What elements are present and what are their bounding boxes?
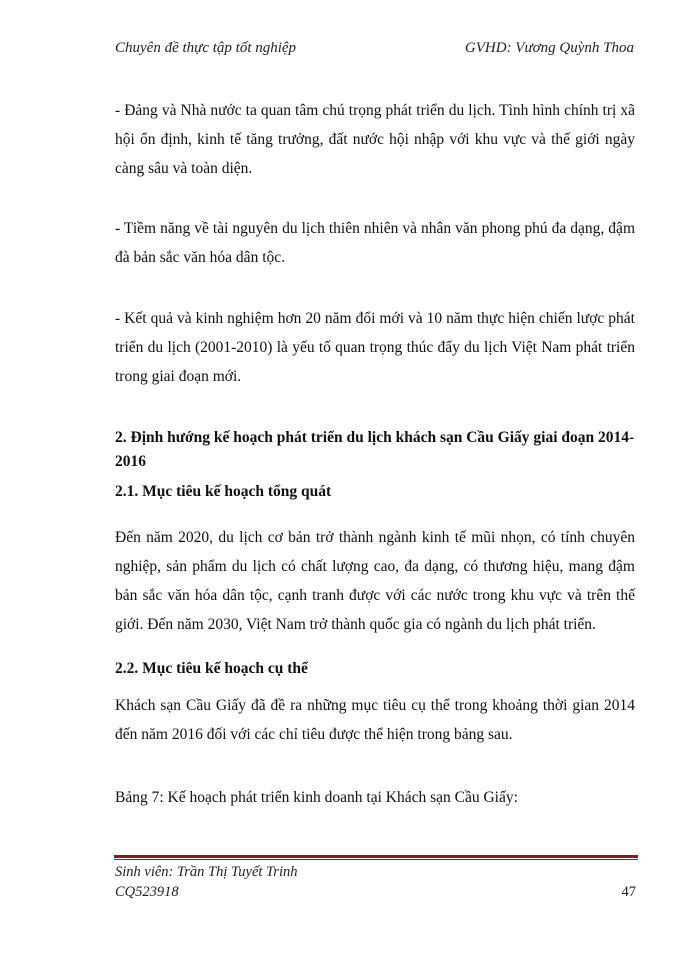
paragraph-tourism-potential: - Tiềm năng về tài nguyên du lịch thiên nhiên và nhân văn phong phú đa dạng, đậm đà bản sắc văn hóa dân tộc. (115, 220, 635, 266)
footer-divider-thick (114, 855, 638, 858)
header-report-title: Chuyên đề thực tập tốt nghiệp (115, 40, 297, 56)
table-caption: Bảng 7: Kế hoạch phát triển kinh doanh tại Khách sạn Cầu Giấy: (115, 789, 518, 806)
paragraph-party-support: - Đảng và Nhà nước ta quan tâm chú trọng phát triển du lịch. Tình hình chính trị xã hội ổn định, kinh tế tăng trưởng, đất nước hội nhập với khu vực và thế giới ngày càng sâu và toàn diện. (115, 102, 635, 177)
header-advisor: GVHD: Vương Quỳnh Thoa (464, 40, 634, 56)
paragraph-results-experience: - Kết quả và kinh nghiệm hơn 20 năm đổi mới và 10 năm thực hiện chiến lược phát triển du lịch (2001-2010) là yếu tố quan trọng thúc đẩy du lịch Việt Nam phát triển trong giai đoạn mới. (115, 310, 635, 385)
subsection-heading-2-2: 2.2. Mục tiêu kế hoạch cụ thể (115, 660, 308, 677)
paragraph-general-goal: Đến năm 2020, du lịch cơ bản trở thành ngành kinh tế mũi nhọn, có tính chuyên nghiệp, sản phẩm du lịch có chất lượng cao, đa dạng, có thương hiệu, mang đậm bản sắc văn hóa dân tộc, cạnh tranh được với các nước trong khu vực và trên thế giới. Đến năm 2030, Việt Nam trở thành quốc gia có ngành du lịch phát triển. (115, 529, 635, 633)
page-number: 47 (621, 884, 636, 900)
footer-divider (114, 855, 638, 860)
footer-student-name: Sinh viên: Trần Thị Tuyết Trinh (115, 864, 298, 880)
footer-divider-thin (114, 859, 638, 860)
subsection-heading-2-1: 2.1. Mục tiêu kế hoạch tổng quát (115, 483, 332, 500)
section-heading-2: 2. Định hướng kế hoạch phát triển du lịch khách sạn Cầu Giấy giai đoạn 2014-2016 (115, 429, 635, 470)
paragraph-specific-goal: Khách sạn Cầu Giấy đã đề ra những mục tiêu cụ thể trong khoảng thời gian 2014 đến năm 2016 đối với các chỉ tiêu được thể hiện trong bảng sau. (115, 697, 635, 743)
footer-student-id: CQ523918 (115, 884, 179, 900)
